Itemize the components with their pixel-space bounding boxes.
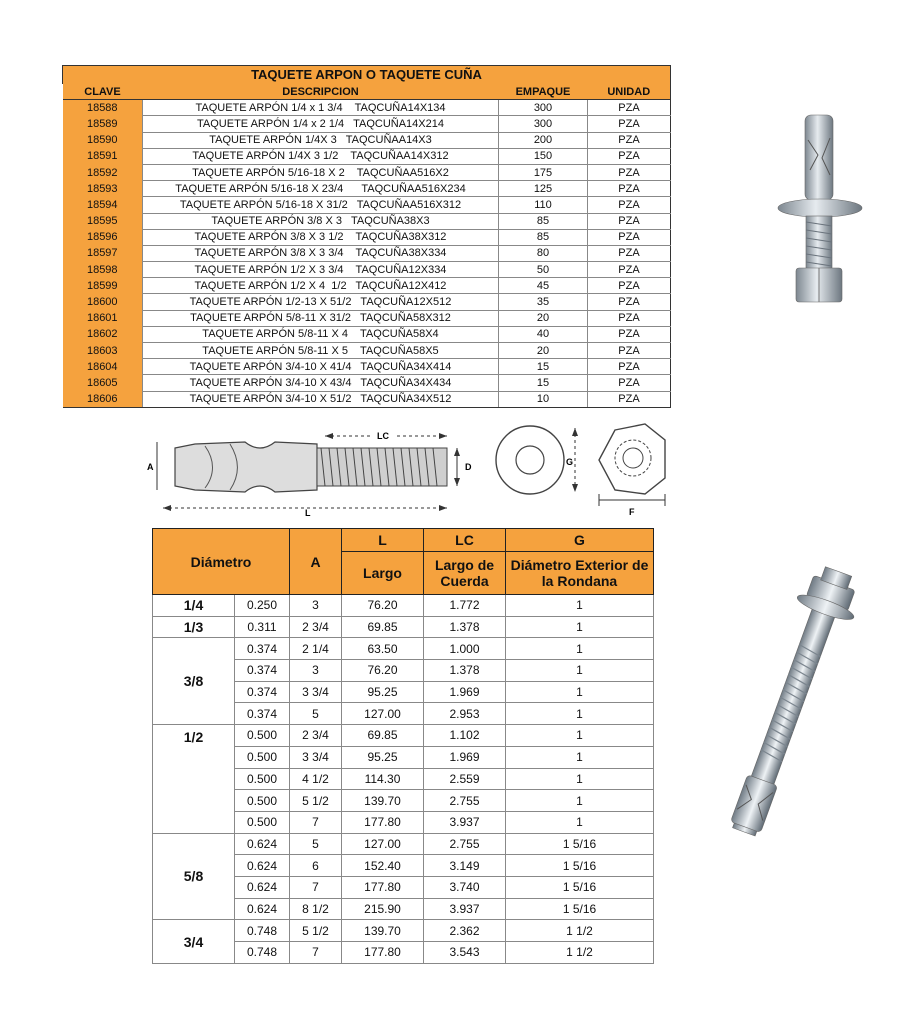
product-unidad: PZA [588,343,671,359]
anchor-dimension-diagram [135,420,675,520]
product-row [63,375,671,391]
header-largo-cuerda: Largo de Cuerda [424,552,506,595]
dimension-l: 114.30 [342,768,424,790]
product-row [63,359,671,375]
dimension-a: 7 [290,811,342,833]
dimension-dec: 0.250 [235,595,290,617]
product-descripcion: TAQUETE ARPÓN 1/4 x 2 1/4 TAQCUÑA14X214 [143,116,499,132]
product-descripcion: TAQUETE ARPÓN 3/4-10 X 41/4 TAQCUÑA34X414 [143,359,499,375]
dimension-dec: 0.748 [235,920,290,942]
product-descripcion: TAQUETE ARPÓN 3/8 X 3 3/4 TAQCUÑA38X334 [143,245,499,261]
product-descripcion: TAQUETE ARPÓN 3/8 X 3 1/2 TAQCUÑA38X312 [143,229,499,245]
product-row [63,245,671,261]
product-empaque: 110 [499,197,588,213]
product-empaque: 10 [499,391,588,407]
dimension-row [153,595,654,617]
product-unidad: PZA [588,359,671,375]
product-row [63,391,671,407]
dimension-l: 63.50 [342,638,424,660]
label-l: L [305,508,311,518]
product-empaque: 50 [499,262,588,278]
product-descripcion: TAQUETE ARPÓN 3/4-10 X 43/4 TAQCUÑA34X434 [143,375,499,391]
dimension-l: 177.80 [342,811,424,833]
product-empaque: 300 [499,100,588,116]
product-clave: 18604 [63,359,143,375]
dimension-l: 76.20 [342,595,424,617]
product-empaque: 300 [499,116,588,132]
dimension-lc: 1.378 [424,616,506,638]
product-clave: 18605 [63,375,143,391]
product-empaque: 35 [499,294,588,310]
dimension-dec: 0.374 [235,681,290,703]
diameter-fraction: 3/8 [153,638,235,725]
dimension-l: 95.25 [342,681,424,703]
dimension-lc: 1.378 [424,660,506,682]
header-diametro: Diámetro [153,529,290,595]
dimension-lc: 1.000 [424,638,506,660]
dimension-dec: 0.624 [235,898,290,920]
header-descripcion: DESCRIPCION [143,84,499,100]
product-empaque: 150 [499,148,588,164]
header-empaque: EMPAQUE [499,84,588,100]
product-clave: 18595 [63,213,143,229]
dimension-g: 1 [506,595,654,617]
dimension-dec: 0.624 [235,833,290,855]
label-lc: LC [377,431,389,441]
product-unidad: PZA [588,294,671,310]
dimension-lc: 2.953 [424,703,506,725]
dimension-row [153,638,654,660]
product-row [63,278,671,294]
dimension-a: 2 1/4 [290,638,342,660]
product-row [63,148,671,164]
product-row [63,262,671,278]
dimension-lc: 1.102 [424,725,506,747]
product-unidad: PZA [588,278,671,294]
dimension-l: 69.85 [342,725,424,747]
dimension-a: 2 3/4 [290,725,342,747]
product-descripcion: TAQUETE ARPÓN 5/16-18 X 31/2 TAQCUÑAA516X312 [143,197,499,213]
product-row [63,197,671,213]
product-descripcion: TAQUETE ARPÓN 1/4 x 1 3/4 TAQCUÑA14X134 [143,100,499,116]
diameter-fraction: 5/8 [153,833,235,920]
dimensions-table-body [153,595,654,964]
product-row [63,310,671,326]
product-clave: 18606 [63,391,143,407]
dimension-dec: 0.374 [235,660,290,682]
dimension-g: 1 5/16 [506,898,654,920]
dimension-lc: 2.755 [424,833,506,855]
dimension-l: 152.40 [342,855,424,877]
dimension-g: 1 [506,681,654,703]
dimension-dec: 0.500 [235,725,290,747]
dimension-l: 76.20 [342,660,424,682]
dimension-a: 3 [290,660,342,682]
label-a: A [147,462,154,472]
product-empaque: 200 [499,132,588,148]
dimension-g: 1 [506,616,654,638]
header-g: G [506,529,654,552]
product-unidad: PZA [588,116,671,132]
product-descripcion: TAQUETE ARPÓN 1/2 X 4 1/2 TAQCUÑA12X412 [143,278,499,294]
product-clave: 18593 [63,181,143,197]
product-empaque: 125 [499,181,588,197]
header-largo: Largo [342,552,424,595]
product-descripcion: TAQUETE ARPÓN 5/16-18 X 2 TAQCUÑAA516X2 [143,164,499,180]
dimension-dec: 0.748 [235,942,290,964]
product-unidad: PZA [588,197,671,213]
dimension-row [153,920,654,942]
product-row [63,229,671,245]
dimension-l: 177.80 [342,876,424,898]
diameter-fraction: 1/2 [153,725,235,833]
dimension-g: 1 [506,660,654,682]
dimension-a: 5 1/2 [290,920,342,942]
dimension-g: 1 [506,703,654,725]
dimension-a: 8 1/2 [290,898,342,920]
header-unidad: UNIDAD [588,84,671,100]
product-clave: 18589 [63,116,143,132]
wedge-anchor-photo-large [700,560,880,850]
product-row [63,116,671,132]
product-descripcion: TAQUETE ARPÓN 1/2 X 3 3/4 TAQCUÑA12X334 [143,262,499,278]
product-clave: 18602 [63,326,143,342]
dimension-a: 3 [290,595,342,617]
label-d: D [465,462,472,472]
product-empaque: 20 [499,310,588,326]
dimension-a: 5 [290,703,342,725]
dimension-lc: 3.543 [424,942,506,964]
dimension-l: 69.85 [342,616,424,638]
product-clave: 18603 [63,343,143,359]
product-unidad: PZA [588,310,671,326]
header-a: A [290,529,342,595]
dimension-g: 1 [506,811,654,833]
product-unidad: PZA [588,164,671,180]
dimension-a: 7 [290,876,342,898]
product-unidad: PZA [588,181,671,197]
dimension-row [153,616,654,638]
dimension-l: 95.25 [342,746,424,768]
dimension-lc: 3.740 [424,876,506,898]
product-descripcion: TAQUETE ARPÓN 5/8-11 X 5 TAQCUÑA58X5 [143,343,499,359]
product-empaque: 15 [499,375,588,391]
dimension-a: 3 3/4 [290,681,342,703]
dimension-dec: 0.500 [235,811,290,833]
dimension-a: 5 [290,833,342,855]
dimension-g: 1 1/2 [506,920,654,942]
product-descripcion: TAQUETE ARPÓN 5/8-11 X 31/2 TAQCUÑA58X312 [143,310,499,326]
dimension-row [153,725,654,747]
product-descripcion: TAQUETE ARPÓN 1/2-13 X 51/2 TAQCUÑA12X512 [143,294,499,310]
dimension-a: 4 1/2 [290,768,342,790]
product-row [63,326,671,342]
dimension-a: 5 1/2 [290,790,342,812]
dimension-dec: 0.624 [235,876,290,898]
dimension-a: 2 3/4 [290,616,342,638]
wedge-anchor-photo-small [770,110,870,310]
dimension-dec: 0.311 [235,616,290,638]
dimension-g: 1 5/16 [506,876,654,898]
dimension-dec: 0.500 [235,768,290,790]
product-unidad: PZA [588,100,671,116]
product-empaque: 85 [499,229,588,245]
product-clave: 18592 [63,164,143,180]
product-descripcion: TAQUETE ARPÓN 5/8-11 X 4 TAQCUÑA58X4 [143,326,499,342]
product-descripcion: TAQUETE ARPÓN 1/4X 3 TAQCUÑAA14X3 [143,132,499,148]
product-descripcion: TAQUETE ARPÓN 3/8 X 3 TAQCUÑA38X3 [143,213,499,229]
product-row [63,132,671,148]
header-clave: CLAVE [63,84,143,100]
header-lc: LC [424,529,506,552]
header-l: L [342,529,424,552]
product-table-title: TAQUETE ARPON O TAQUETE CUÑA [63,66,671,85]
product-row [63,181,671,197]
dimension-lc: 1.969 [424,681,506,703]
dimension-l: 127.00 [342,703,424,725]
dimension-g: 1 [506,746,654,768]
dimension-dec: 0.500 [235,790,290,812]
dimension-row [153,833,654,855]
product-unidad: PZA [588,245,671,261]
dimension-l: 127.00 [342,833,424,855]
product-row [63,343,671,359]
label-f: F [629,507,635,517]
dimension-lc: 2.362 [424,920,506,942]
dimension-l: 139.70 [342,920,424,942]
product-clave: 18590 [63,132,143,148]
dimension-lc: 1.772 [424,595,506,617]
product-empaque: 15 [499,359,588,375]
product-clave: 18599 [63,278,143,294]
product-descripcion: TAQUETE ARPÓN 1/4X 3 1/2 TAQCUÑAA14X312 [143,148,499,164]
product-row [63,213,671,229]
product-clave: 18594 [63,197,143,213]
product-unidad: PZA [588,262,671,278]
product-empaque: 40 [499,326,588,342]
dimension-lc: 2.559 [424,768,506,790]
dimension-g: 1 1/2 [506,942,654,964]
dimension-g: 1 [506,790,654,812]
product-unidad: PZA [588,213,671,229]
product-empaque: 80 [499,245,588,261]
dimension-lc: 3.937 [424,811,506,833]
dimension-g: 1 5/16 [506,855,654,877]
product-clave: 18600 [63,294,143,310]
product-unidad: PZA [588,229,671,245]
product-unidad: PZA [588,148,671,164]
dimension-a: 6 [290,855,342,877]
dimension-lc: 3.937 [424,898,506,920]
dimensions-table [152,528,654,964]
product-descripcion: TAQUETE ARPÓN 5/16-18 X 23/4 TAQCUÑAA516X234 [143,181,499,197]
product-unidad: PZA [588,132,671,148]
dimension-a: 3 3/4 [290,746,342,768]
product-table [62,65,671,408]
product-row [63,294,671,310]
dimension-l: 177.80 [342,942,424,964]
dimension-dec: 0.374 [235,638,290,660]
product-row [63,164,671,180]
diameter-fraction: 1/4 [153,595,235,617]
product-clave: 18598 [63,262,143,278]
dimension-lc: 1.969 [424,746,506,768]
product-table-body [63,100,671,408]
header-diametro-rondana: Diámetro Exterior de la Rondana [506,552,654,595]
dimension-dec: 0.374 [235,703,290,725]
dimension-g: 1 [506,638,654,660]
product-clave: 18588 [63,100,143,116]
dimension-dec: 0.624 [235,855,290,877]
dimension-lc: 3.149 [424,855,506,877]
product-empaque: 85 [499,213,588,229]
dimension-l: 215.90 [342,898,424,920]
product-clave: 18601 [63,310,143,326]
dimension-g: 1 [506,768,654,790]
dimension-g: 1 5/16 [506,833,654,855]
dimension-a: 7 [290,942,342,964]
dimension-g: 1 [506,725,654,747]
product-clave: 18597 [63,245,143,261]
product-descripcion: TAQUETE ARPÓN 3/4-10 X 51/2 TAQCUÑA34X512 [143,391,499,407]
product-clave: 18591 [63,148,143,164]
product-clave: 18596 [63,229,143,245]
product-unidad: PZA [588,375,671,391]
product-empaque: 175 [499,164,588,180]
product-empaque: 20 [499,343,588,359]
product-unidad: PZA [588,326,671,342]
diameter-fraction: 1/3 [153,616,235,638]
dimension-dec: 0.500 [235,746,290,768]
dimension-lc: 2.755 [424,790,506,812]
product-empaque: 45 [499,278,588,294]
dimension-l: 139.70 [342,790,424,812]
label-g: G [566,457,574,467]
product-row [63,100,671,116]
diameter-fraction: 3/4 [153,920,235,963]
product-unidad: PZA [588,391,671,407]
